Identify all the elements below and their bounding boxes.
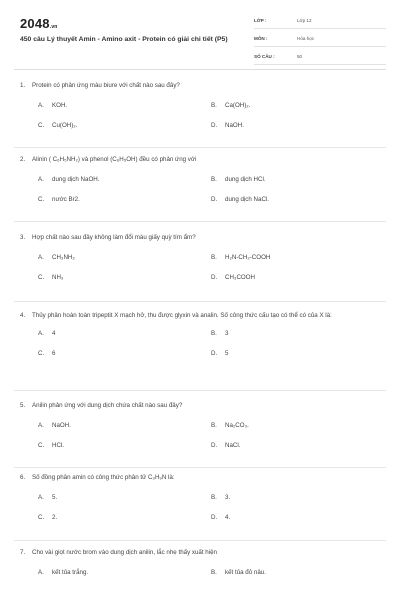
question-number: 1. [20, 82, 26, 89]
option-c[interactable]: C. HCl. [38, 442, 65, 449]
option-row [14, 567, 386, 578]
option-d[interactable]: D. CH₃COOH [211, 274, 256, 281]
option-row [14, 252, 386, 263]
option-row [14, 272, 386, 283]
question-text: 3. Hợp chất nào sau đây không làm đổi màu giấy quỳ tím ẩm? [20, 234, 196, 241]
option-b[interactable]: B. 3. [211, 494, 231, 501]
meta-row-subject [254, 34, 386, 47]
document-title: 450 câu Lý thuyết Amin - Amino axit - Protein có giải chi tiết (P5) [20, 36, 228, 43]
option-c[interactable]: C. 6 [38, 350, 56, 357]
option-row [14, 420, 386, 431]
option-d[interactable]: D. dung dịch NaCl. [211, 196, 270, 203]
question-7 [14, 547, 386, 578]
question-5 [14, 400, 386, 451]
document-header [14, 12, 386, 68]
option-row [14, 512, 386, 523]
option-a[interactable]: A. NaOH. [38, 422, 71, 429]
question-text: 1. Protein có phản ứng màu biure với chất nào sau đây? [20, 82, 180, 89]
question-number: 7. [20, 549, 26, 556]
option-a[interactable]: A. 5. [38, 494, 58, 501]
question-number: 5. [20, 402, 26, 409]
question-divider [14, 147, 386, 148]
logo-suffix: .vn [49, 24, 58, 30]
option-row [14, 120, 386, 131]
logo-text: 2048 [20, 16, 50, 31]
option-c[interactable]: C. nước Br2. [38, 196, 80, 203]
question-number: 3. [20, 234, 26, 241]
option-a[interactable]: A. kết tủa trắng. [38, 569, 89, 576]
option-c[interactable]: C. Cu(OH)₂. [38, 122, 78, 129]
question-3 [14, 232, 386, 283]
question-number: 2. [20, 156, 26, 163]
meta-value: 50 [297, 54, 303, 59]
option-c[interactable]: C. 2. [38, 514, 58, 521]
option-row [14, 328, 386, 339]
option-b[interactable]: B. Ca(OH)₂. [211, 102, 251, 109]
header-divider [14, 69, 386, 70]
option-row [14, 440, 386, 451]
question-divider [14, 467, 386, 468]
question-text: 6. Số đồng phân amin có công thức phân tử C₃H₉N là: [20, 474, 175, 481]
question-divider [14, 221, 386, 222]
question-divider [14, 301, 386, 302]
meta-label: MÔN : [254, 36, 268, 41]
option-a[interactable]: A. CH₃NH₂ [38, 254, 75, 261]
question-4 [14, 310, 386, 359]
meta-value: Hóa học [297, 36, 315, 41]
option-b[interactable]: B. Na₂CO₃. [211, 422, 249, 429]
option-b[interactable]: B. H₂N-CH₂-COOH [211, 254, 271, 261]
option-row [14, 194, 386, 205]
option-row [14, 492, 386, 503]
question-text: 4. Thủy phân hoàn toàn tripeptit X mạch hở, thu được glyxin và analin. Số công thức cấu tạo có thể có của X là: [20, 312, 332, 319]
option-a[interactable]: A. 4 [38, 330, 56, 337]
option-b[interactable]: B. 3 [211, 330, 229, 337]
question-number: 4. [20, 312, 26, 319]
question-text: 2. Alinin ( C₆H₅NH₂) và phenol (C₆H₅OH) đều có phản ứng với [20, 156, 197, 163]
question-6 [14, 472, 386, 523]
meta-row-count [254, 52, 386, 65]
option-row [14, 100, 386, 111]
option-c[interactable]: C. NH₃ [38, 274, 64, 281]
question-1 [14, 80, 386, 131]
option-b[interactable]: B. kết tủa đỏ nâu. [211, 569, 266, 576]
option-row [14, 174, 386, 185]
option-d[interactable]: D. 4. [211, 514, 231, 521]
question-text: 7. Cho vài giọt nước brom vào dung dịch anilin, lắc nhẹ thấy xuất hiện [20, 549, 217, 556]
site-logo[interactable] [20, 16, 58, 31]
question-divider [14, 540, 386, 541]
question-number: 6. [20, 474, 26, 481]
option-d[interactable]: D. NaOH. [211, 122, 244, 129]
option-b[interactable]: B. dung dịch HCl. [211, 176, 266, 183]
question-divider [14, 390, 386, 391]
question-2 [14, 154, 386, 205]
meta-panel [254, 16, 386, 70]
meta-label: LỚP : [254, 18, 267, 23]
meta-value: Lớp 12 [297, 18, 312, 23]
option-row [14, 348, 386, 359]
option-a[interactable]: A. dung dịch NaOH. [38, 176, 100, 183]
question-text: 5. Anilin phản ứng với dung dịch chứa chất nào sau đây? [20, 402, 183, 409]
meta-row-class [254, 16, 386, 29]
option-d[interactable]: D. NaCl. [211, 442, 241, 449]
option-d[interactable]: D. 5 [211, 350, 229, 357]
option-a[interactable]: A. KOH. [38, 102, 68, 109]
meta-label: SỐ CÂU : [254, 54, 275, 59]
